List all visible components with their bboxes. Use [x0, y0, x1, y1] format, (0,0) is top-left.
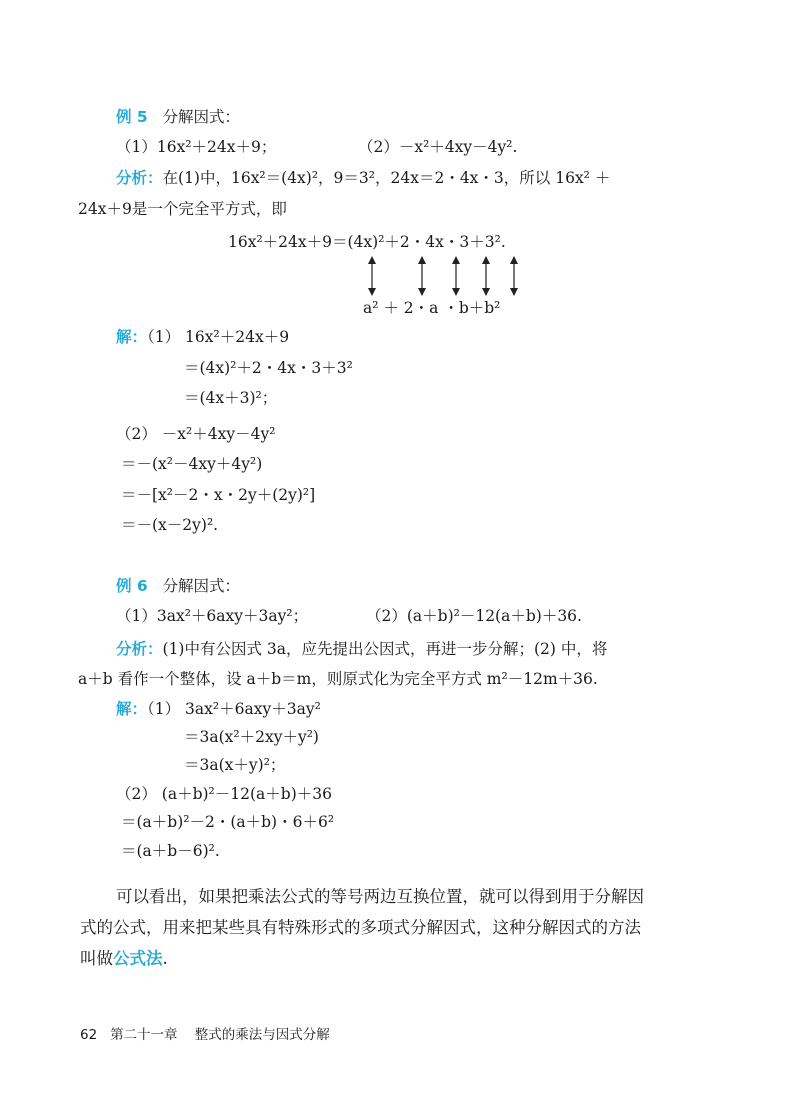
example-6-header	[116, 575, 240, 597]
page-number: 62	[80, 1027, 98, 1043]
chapter-title: 整式的乘法与因式分解	[194, 1027, 330, 1043]
conclusion-line-1: 可以看出，如果把乘法公式的等号两边互换位置，就可以得到用于分解因	[116, 887, 644, 906]
analysis-label: 分析：	[116, 640, 163, 658]
example-5-solution-1-line-2: ＝(4x)²＋2・4x・3＋3²	[184, 359, 353, 377]
example-5-problem-1: （1）16x²＋24x＋9；	[116, 138, 277, 156]
analysis-label: 分析：	[116, 169, 163, 187]
example-5-problem-2: （2）－x²＋4xy－4y².	[358, 138, 518, 156]
example-6-solution-2-line-3: ＝(a＋b－6)².	[121, 842, 220, 860]
double-headed-arrow-icon	[415, 256, 429, 296]
example-5-solution-2-line-1: （2） －x²＋4xy－4y²	[116, 425, 276, 443]
perfect-square-identity: 16x²＋24x＋9＝(4x)²＋2・4x・3＋3².	[228, 233, 506, 251]
example-6-analysis-line-2: a＋b 看作一个整体，设 a＋b＝m，则原式化为完全平方式 m²－12m＋36.	[78, 670, 598, 688]
example-5-solution-1-line-1: 解：（1） 16x²＋24x＋9	[116, 328, 290, 346]
solution-label: 解：	[116, 328, 148, 346]
example-6-analysis-line-1	[116, 638, 607, 660]
example-5-solution-2-line-2: ＝－(x²－4xy＋4y²)	[121, 455, 263, 473]
conclusion-line-2: 式的公式，用来把某些具有特殊形式的多项式分解因式，这种分解因式的方法	[80, 918, 641, 937]
double-headed-arrow-icon	[449, 256, 463, 296]
key-term: 公式法	[113, 949, 163, 968]
double-headed-arrow-icon	[365, 256, 379, 296]
analysis-text: 在(1)中，16x²＝(4x)²，9＝3²，24x＝2・4x・3，所以 16x² ＋	[162, 169, 611, 187]
example-6-solution-1-line-1: 解：（1） 3ax²＋6axy＋3ay²	[116, 700, 321, 718]
example-5-label: 例 5	[116, 108, 148, 126]
conclusion-line-3: 叫做公式法.	[80, 949, 168, 968]
example-6-solution-1-line-3: ＝3a(x＋y)²；	[184, 756, 286, 774]
solution-label: 解：	[116, 700, 148, 718]
example-5-solution-1-line-3: ＝(4x＋3)²；	[184, 389, 278, 407]
identity-mapping: a² ＋ 2・a ・b＋b²	[363, 299, 501, 317]
example-6-problem-1: （1）3ax²＋6axy＋3ay²；	[116, 607, 309, 625]
example-6-title: 分解因式：	[162, 577, 240, 595]
example-5-solution-2-line-3: ＝－[x²－2・x・2y＋(2y)²]	[121, 486, 316, 504]
example-5-title: 分解因式：	[162, 108, 240, 126]
example-5-analysis-line-1	[116, 167, 610, 189]
double-headed-arrow-icon	[479, 256, 493, 296]
double-headed-arrow-icon	[507, 256, 521, 296]
example-6-solution-2-line-2: ＝(a＋b)²－2・(a＋b)・6＋6²	[121, 813, 335, 831]
analysis-text: (1)中有公因式 3a，应先提出公因式，再进一步分解；(2) 中，将	[162, 640, 608, 658]
example-6-solution-2-line-1: （2） (a＋b)²－12(a＋b)＋36	[116, 785, 332, 803]
example-5-header	[116, 106, 240, 128]
example-6-label: 例 6	[116, 577, 148, 595]
chapter-label: 第二十一章	[110, 1027, 178, 1043]
example-6-problem-2: （2）(a＋b)²－12(a＋b)＋36.	[366, 607, 582, 625]
example-6-solution-1-line-2: ＝3a(x²＋2xy＋y²)	[184, 728, 319, 746]
example-5-solution-2-line-4: ＝－(x－2y)².	[121, 516, 219, 534]
page-footer	[80, 1023, 330, 1043]
example-5-analysis-line-2: 24x＋9是一个完全平方式，即	[78, 200, 287, 218]
